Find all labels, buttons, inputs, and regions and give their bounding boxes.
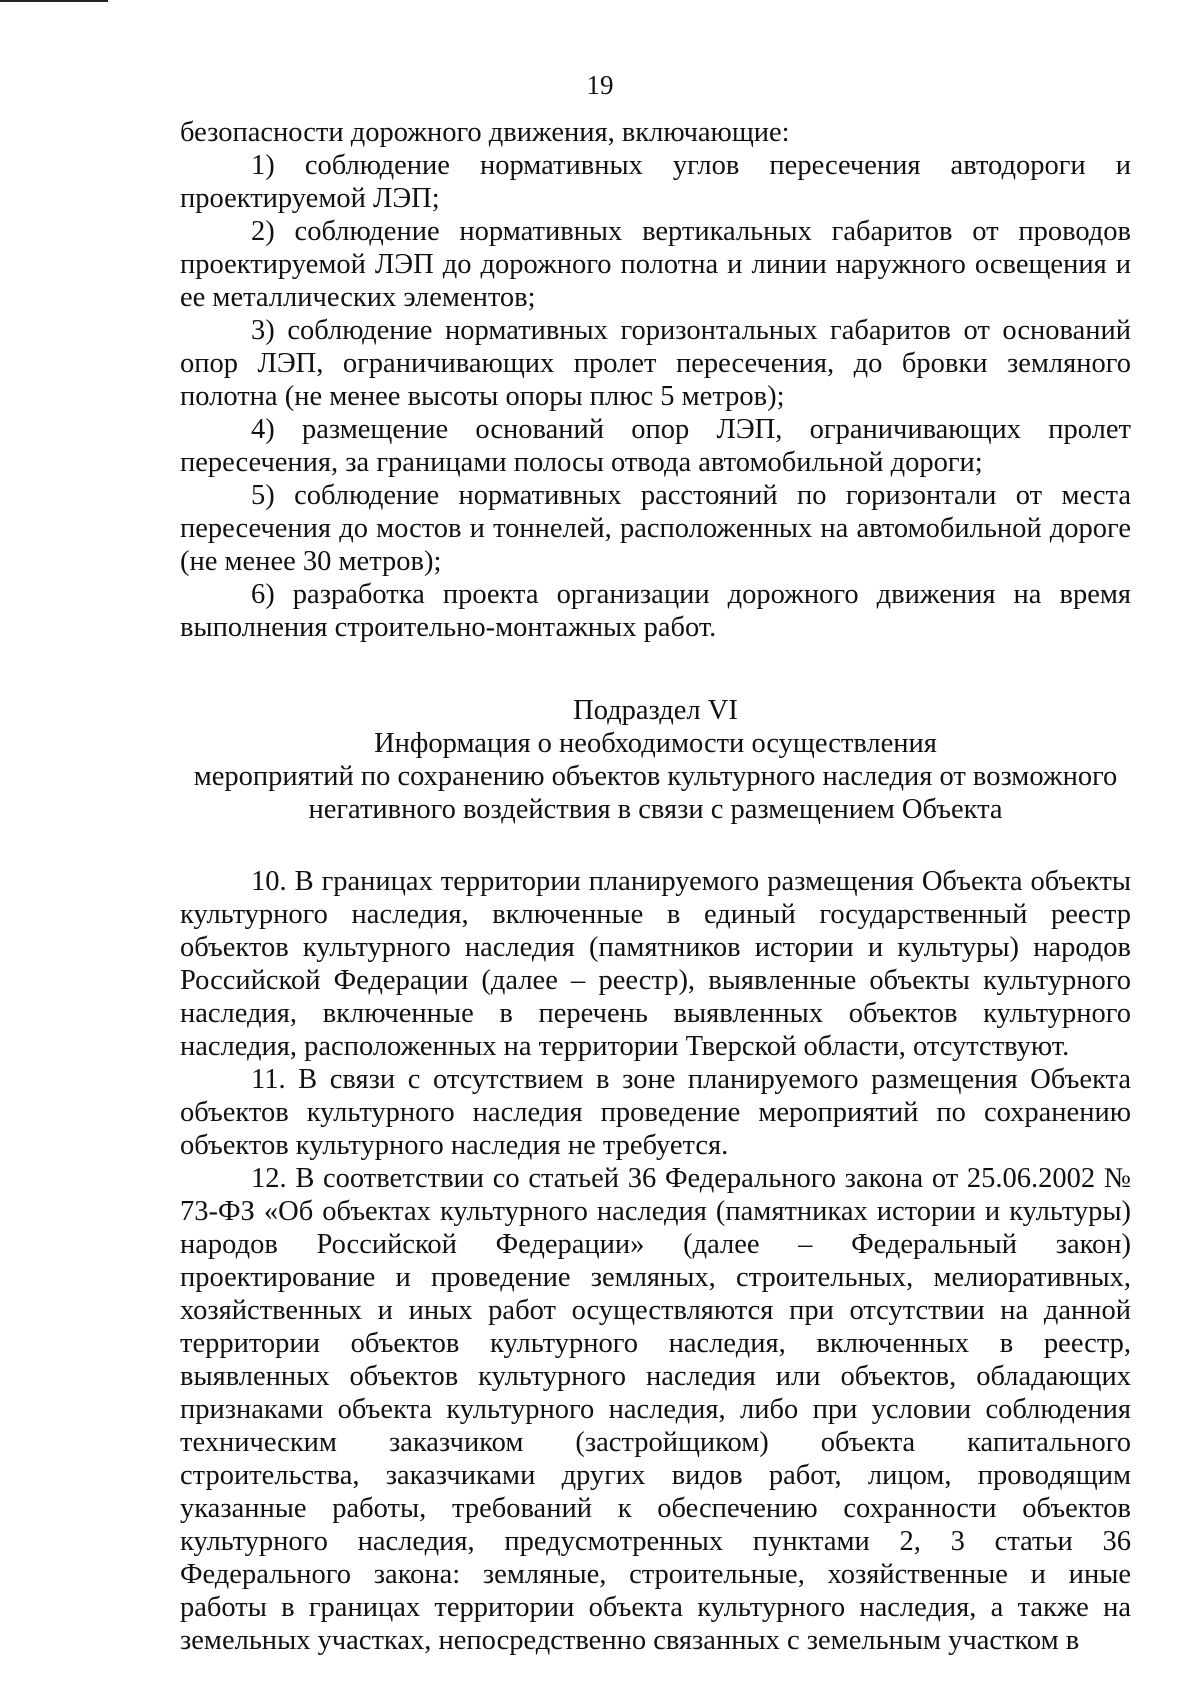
list-item-4: 4) размещение оснований опор ЛЭП, ограничивающих пролет пересечения, за границами полосы отвода автомобильной дороги;	[180, 414, 1131, 478]
document-body	[180, 116, 1131, 1657]
list-item-1: 1) соблюдение нормативных углов пересечения автодороги и проектируемой ЛЭП;	[180, 150, 1131, 214]
section-heading-line-4: негативного воздействия в связи с размещением Объекта	[308, 794, 1003, 825]
list-item-5: 5) соблюдение нормативных расстояний по горизонтали от места пересечения до мостов и тоннелей, расположенных на автомобильной дороге (не менее 30 метров);	[180, 480, 1131, 577]
scan-edge-line	[0, 0, 108, 2]
list-item-2: 2) соблюдение нормативных вертикальных габаритов от проводов проектируемой ЛЭП до дорожного полотна и линии наружного освещения и ее металлических элементов;	[180, 216, 1131, 313]
section-heading-title: Подраздел VI	[573, 695, 738, 726]
paragraph-10: 10. В границах территории планируемого размещения Объекта объекты культурного наследия, включенные в единый государственный реестр объектов культурного наследия (памятников истории и культуры) народов Российской Федерации (далее – реестр), выявленные объекты культурного наследия, включенные в перечень выявленных объектов культурного наследия, расположенных на территории Тверской области, отсутствуют.	[180, 866, 1131, 1062]
section-heading-line-3: мероприятий по сохранению объектов культурного наследия от возможного	[193, 761, 1118, 792]
paragraph-continuation: безопасности дорожного движения, включающие:	[180, 117, 790, 148]
paragraph-12: 12. В соответствии со статьей 36 Федерального закона от 25.06.2002 № 73-ФЗ «Об объектах культурного наследия (памятниках истории и культуры) народов Российской Федерации» (далее – Федеральный закон) проектирование и проведение земляных, строительных, мелиоративных, хозяйственных и иных работ осуществляются при отсутствии на данной территории объектов культурного наследия, включенных в реестр, выявленных объектов культурного наследия или объектов, обладающих признаками объекта культурного наследия, либо при условии соблюдения техническим заказчиком (застройщиком) объекта капитального строительства, заказчиками других видов работ, лицом, проводящим указанные работы, требований к обеспечению сохранности объектов культурного наследия, предусмотренных пунктами 2, 3 статьи 36 Федерального закона: земляные, строительные, хозяйственные и иные работы в границах территории объекта культурного наследия, а также на земельных участках, непосредственно связанных с земельным участком в	[180, 1163, 1131, 1656]
page-number: 19	[586, 70, 614, 100]
list-item-3: 3) соблюдение нормативных горизонтальных габаритов от оснований опор ЛЭП, ограничивающих пролет пересечения, до бровки земляного полотна (не менее высоты опоры плюс 5 метров);	[180, 315, 1131, 412]
section-heading-line-2: Информация о необходимости осуществления	[374, 728, 937, 759]
paragraph-11: 11. В связи с отсутствием в зоне планируемого размещения Объекта объектов культурного наследия проведение мероприятий по сохранению объектов культурного наследия не требуется.	[180, 1064, 1131, 1161]
list-item-6: 6) разработка проекта организации дорожного движения на время выполнения строительно-монтажных работ.	[180, 579, 1131, 643]
